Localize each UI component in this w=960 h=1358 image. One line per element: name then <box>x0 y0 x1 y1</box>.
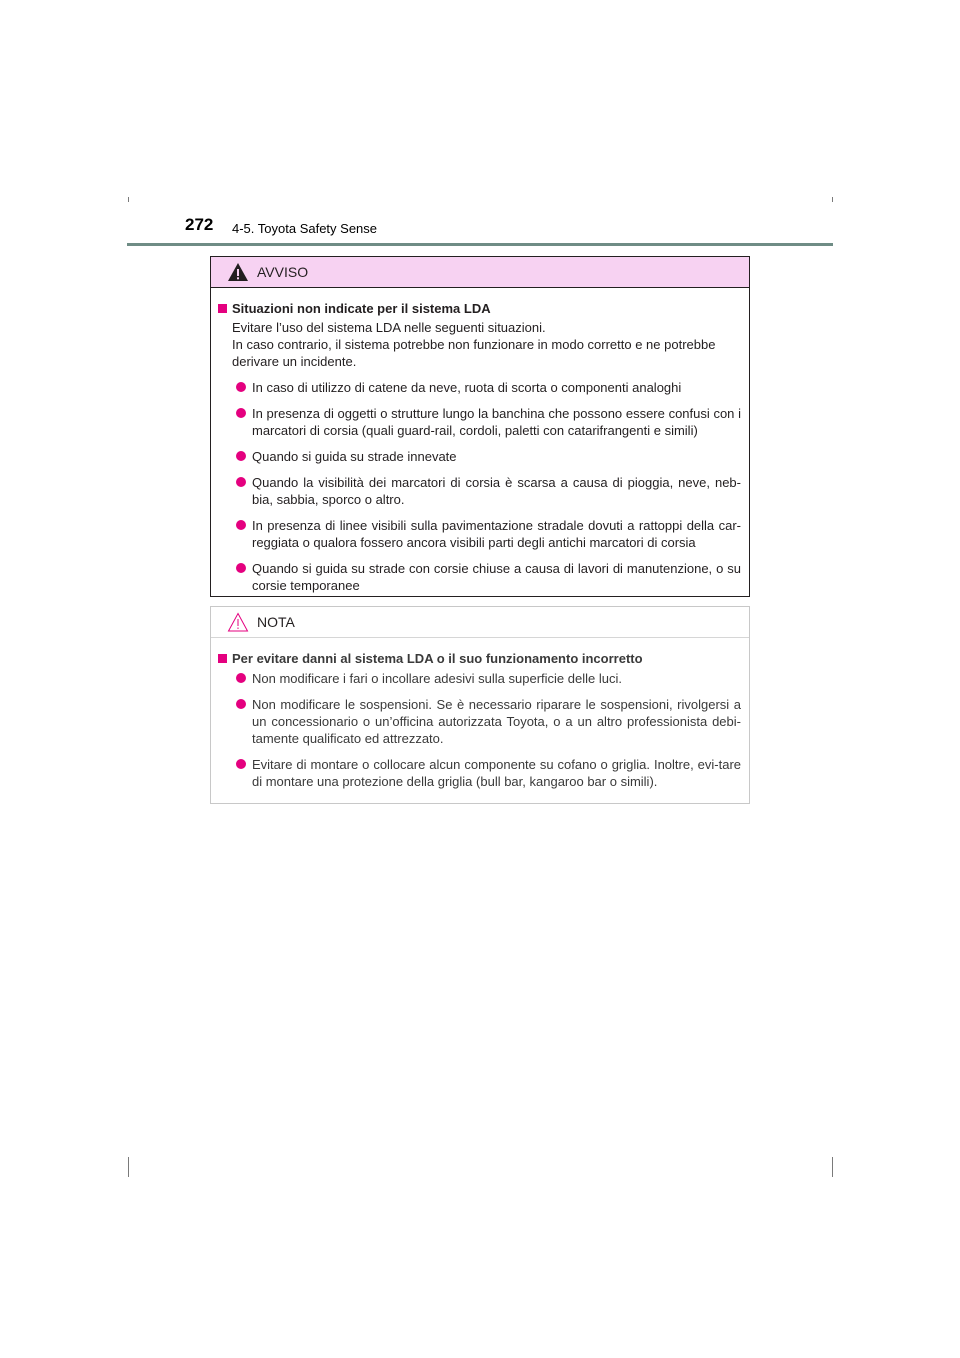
circle-bullet-icon <box>236 451 246 461</box>
crop-mark-top-right <box>832 197 833 202</box>
list-item: Quando si guida su strade con corsie chiuse a causa di lavori di manutenzione, o su corsie temporanee <box>232 560 741 594</box>
circle-bullet-icon <box>236 477 246 487</box>
crop-mark-bottom-left <box>128 1157 129 1177</box>
list-item: In presenza di oggetti o strutture lungo la banchina che possono essere confusi con i marcatori di corsia (quali guard-rail, cordoli, paletti con catarifrangenti e simili) <box>232 405 741 439</box>
list-item: Quando la visibilità dei marcatori di corsia è scarsa a causa di pioggia, neve, neb-bia, sabbia, sporco o altro. <box>232 474 741 508</box>
note-subheading <box>218 650 741 667</box>
note-box-title: NOTA <box>257 614 295 630</box>
warning-box-header <box>211 257 749 288</box>
list-item: Evitare di montare o collocare alcun componente su cofano o griglia. Inoltre, evi-tare di montare una protezione della griglia (bull bar, kangaroo bar o simili). <box>232 756 741 790</box>
circle-bullet-icon <box>236 520 246 530</box>
note-box <box>210 606 750 804</box>
circle-bullet-icon <box>236 673 246 683</box>
crop-mark-bottom-right <box>832 1157 833 1177</box>
circle-bullet-icon <box>236 563 246 573</box>
note-bullet-list <box>218 670 741 790</box>
square-bullet-icon <box>218 654 227 663</box>
list-item: Quando si guida su strade innevate <box>232 448 741 465</box>
circle-bullet-icon <box>236 408 246 418</box>
caution-outline-triangle-icon <box>227 612 249 632</box>
list-item: In caso di utilizzo di catene da neve, ruota di scorta o componenti analoghi <box>232 379 741 396</box>
circle-bullet-icon <box>236 699 246 709</box>
warning-triangle-icon <box>227 262 249 282</box>
note-box-header <box>211 607 749 638</box>
list-item: Non modificare le sospensioni. Se è necessario riparare le sospensioni, rivolgersi a un concessionario o un’officina autorizzata Toyota, o a un altro professionista debi-tamente qualificato ed attrezzato. <box>232 696 741 747</box>
warning-subheading <box>218 300 741 317</box>
warning-box-title: AVVISO <box>257 264 309 280</box>
note-subheading-text: Per evitare danni al sistema LDA o il suo funzionamento incorretto <box>232 651 643 666</box>
page-number: 272 <box>185 215 214 234</box>
list-item: In presenza di linee visibili sulla pavimentazione stradale dovuti a rattoppi della car-reggiata o qualora fossero ancora visibili parti degli antichi marcatori di corsia <box>232 517 741 551</box>
list-item: Non modificare i fari o incollare adesivi sulla superficie delle luci. <box>232 670 741 687</box>
section-title: 4-5. Toyota Safety Sense <box>232 221 378 236</box>
crop-mark-top-left <box>128 197 129 202</box>
note-box-body <box>211 638 749 790</box>
header-rule <box>127 243 833 246</box>
warning-box-body <box>211 288 749 594</box>
circle-bullet-icon <box>236 759 246 769</box>
warning-box <box>210 256 750 597</box>
warning-bullet-list <box>218 379 741 594</box>
warning-subheading-text: Situazioni non indicate per il sistema LDA <box>232 301 491 316</box>
warning-intro: Evitare l’uso del sistema LDA nelle seguenti situazioni. In caso contrario, il sistema potrebbe non funzionare in modo corretto e ne potrebbe derivare un incidente. <box>232 320 716 369</box>
square-bullet-icon <box>218 304 227 313</box>
circle-bullet-icon <box>236 382 246 392</box>
